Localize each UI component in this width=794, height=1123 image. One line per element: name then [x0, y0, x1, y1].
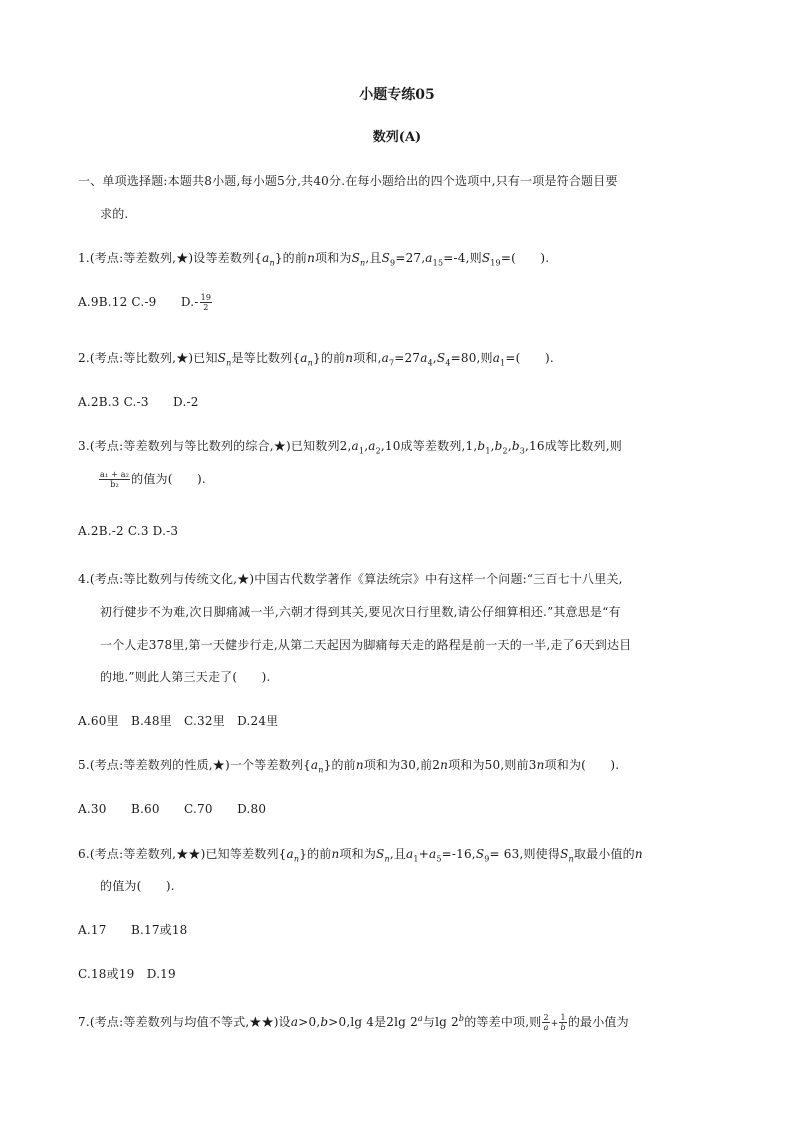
fraction: $\frac{2}{a}$ [543, 1013, 549, 1032]
question-2: 2.(考点:等比数列,★)已知$S_n$是等比数列$\{a_n\}$的前n项和$,a_7=27a_4,S_4=80$,则$a_1=$( ). [78, 351, 554, 368]
question-1-options: A.9B.12 C.-9 D.- $\frac{19}{2}$ [78, 293, 212, 312]
question-6-cont: 的值为( ). [100, 879, 175, 893]
section-intro-line-2: 求的. [100, 207, 129, 221]
question-6: 6.(考点:等差数列,★★)已知等差数列$\{a_n\}$的前n项和为$S_n$,且$a_1+a_5=-16,S_9= 63$,则使得$S_n$取最小值的n [78, 847, 643, 864]
question-4-line-3: 一个人走378里,第一天健步行走,从第二天起因为脚痛每天走的路程是前一天的一半,走了6天到达目 [100, 638, 632, 652]
page-subtitle: 数列(A) [372, 130, 422, 145]
fraction: $\frac{\text{a₁ + a₂}}{\text{b₂}}$ [100, 470, 130, 489]
question-2-options: A.2B.3 C.-3 D.-2 [78, 395, 199, 409]
question-7: 7.(考点:等差数列与均值不等式,★★)设a>0,b>0,lg 4是2lg 2$^a$与lg 2$^b$的等差中项,则 $\frac{2}{a}$ + $\frac{1}{b}$ 的最小值为 [78, 1013, 629, 1032]
question-4-line-4: 的地.”则此人第三天走了( ). [100, 670, 271, 684]
question-6-options-1: A.17 B.17或18 [78, 923, 188, 937]
question-4-line-1: 4.(考点:等比数列与传统文化,★)中国古代数学著作《算法统宗》中有这样一个问题:“三百七十八里关, [78, 572, 623, 586]
fraction: $\frac{1}{b}$ [560, 1013, 566, 1032]
question-5: 5.(考点:等差数列的性质,★)一个等差数列$\{a_n\}$的前n项和为30,前2n项和为50,则前3n项和为( ). [78, 758, 620, 775]
fraction: $\frac{19}{2}$ [200, 293, 212, 312]
question-3-options: A.2B.-2 C.3 D.-3 [78, 524, 179, 538]
section-intro-line-1: 一、单项选择题:本题共8小题,每小题5分,共40分.在每小题给出的四个选项中,只有一项是符合题目要 [78, 174, 618, 188]
question-4-line-2: 初行健步不为难,次日脚痛减一半,六朝才得到其关,要见次日行里数,请公仔细算相还.”其意思是“有 [100, 605, 621, 619]
page-title: 小题专练05 [359, 87, 435, 103]
question-5-options: A.30 B.60 C.70 D.80 [78, 802, 267, 816]
question-6-options-2: C.18或19 D.19 [78, 967, 176, 981]
question-1: 1.(考点:等差数列,★)设等差数列$\{a_n\}$的前n项和为$S_n$,且$S_9=27,a_{15}=-4$,则$S_{19}=$( ). [78, 251, 550, 268]
question-4-options: A.60里 B.48里 C.32里 D.24里 [78, 714, 279, 728]
question-3: 3.(考点:等差数列与等比数列的综合,★)已知数列$2,a_1,a_2,10$成等差数列$,1,b_1,b_2,b_3,16$成等比数列,则 [78, 439, 622, 456]
question-3-cont: $\frac{\text{a₁ + a₂}}{\text{b₂}}$ 的值为( ). [100, 470, 206, 489]
